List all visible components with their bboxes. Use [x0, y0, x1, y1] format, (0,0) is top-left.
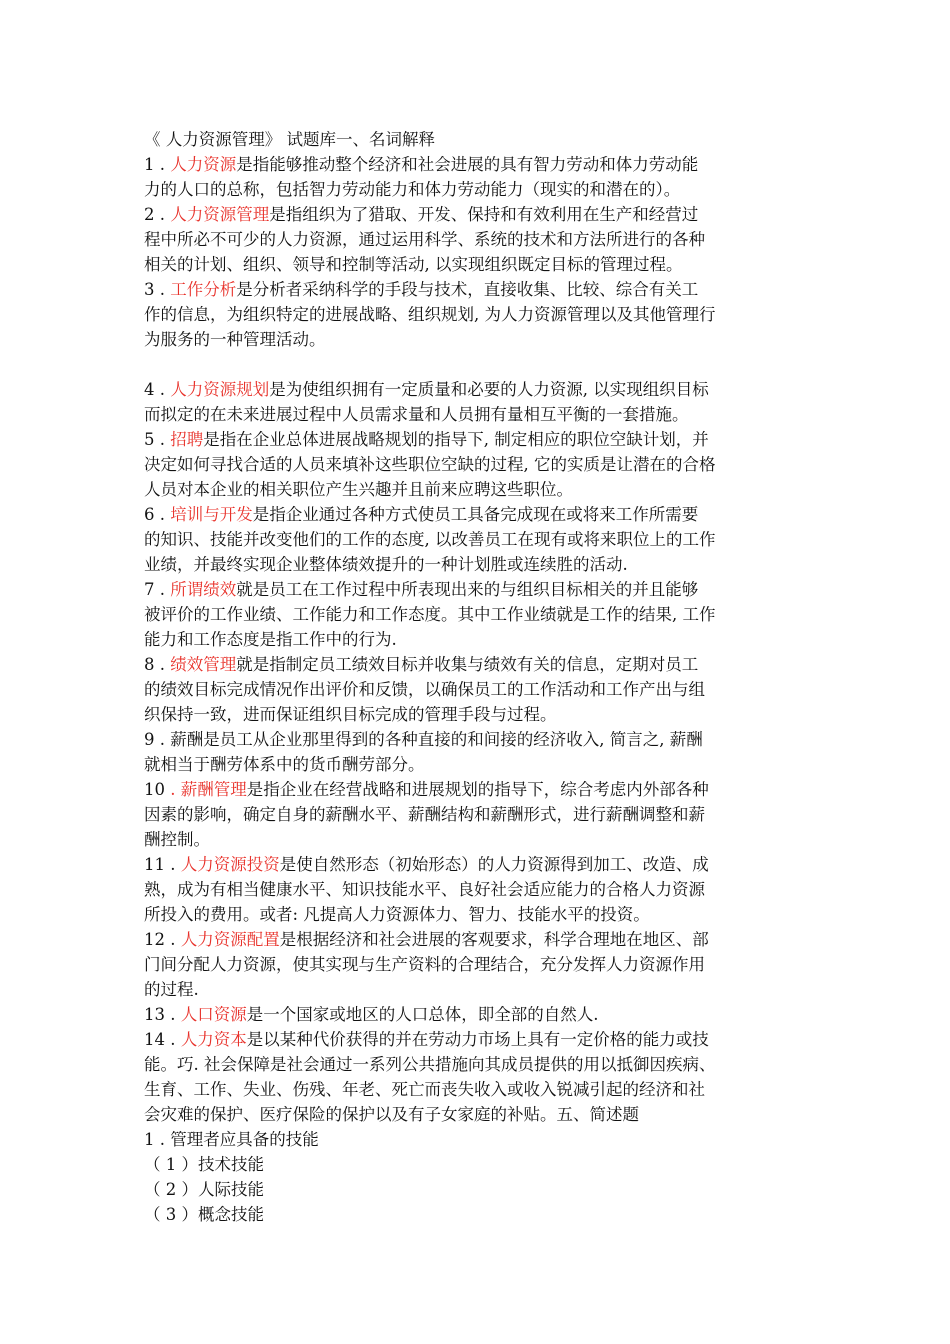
definition-line: [144, 602, 816, 627]
skill-item: （ 1 ）技术技能: [144, 1155, 264, 1174]
definition-entry: [144, 727, 816, 777]
definition-line: [144, 1102, 816, 1127]
definition-line: [144, 702, 816, 727]
definition-number: 8 .: [144, 655, 171, 674]
definition-line: [144, 327, 816, 352]
definition-term: 人力资源规划: [170, 380, 270, 399]
definition-term: 人口资源: [180, 1005, 247, 1024]
definition-line: [144, 527, 816, 552]
definition-term: 所谓绩效: [170, 580, 237, 599]
definition-line: [144, 977, 816, 1002]
definition-number: 9 .: [144, 730, 171, 749]
definition-text: 能力和工作态度是指工作中的行为.: [144, 630, 397, 649]
definition-entry: [144, 152, 816, 202]
definition-line: [144, 1027, 816, 1052]
definition-term: 绩效管理: [170, 655, 237, 674]
skills-heading: 1 . 管理者应具备的技能: [144, 1130, 319, 1149]
definition-entry: [144, 1002, 816, 1027]
definition-line: [144, 877, 816, 902]
definition-term: 工作分析: [170, 280, 237, 299]
definition-text: 酬控制。: [144, 830, 210, 849]
definition-entry: [144, 277, 816, 352]
definition-text: 而拟定的在未来进展过程中人员需求量和人员拥有量相互平衡的一套措施。: [144, 405, 689, 424]
definition-text: 生育、工作、失业、伤残、年老、死亡而丧失收入或收入锐减引起的经济和社: [144, 1080, 705, 1099]
definition-entry: [144, 427, 816, 502]
definition-number: 1 .: [144, 155, 171, 174]
definition-line: [144, 277, 816, 302]
definition-line: [144, 302, 816, 327]
definition-text: 是指能够推动整个经济和社会进展的具有智力劳动和体力劳动能: [236, 155, 699, 174]
definition-entry: [144, 652, 816, 727]
definition-text: 是一个国家或地区的人口总体，即全部的自然人.: [246, 1005, 599, 1024]
definition-number: 12 .: [144, 930, 181, 949]
definition-entry: [144, 927, 816, 1002]
definition-text: 程中所必不可少的人力资源，通过运用科学、系统的技术和方法所进行的各种: [144, 230, 705, 249]
definition-text: 就相当于酬劳体系中的货币酬劳部分。: [144, 755, 425, 774]
definition-list: [144, 152, 816, 1127]
definition-text: 作的信息，为组织特定的进展战略、组织规划, 为人力资源管理以及其他管理行: [144, 305, 716, 324]
definition-text: 业绩，并最终实现企业整体绩效提升的一种计划胜或连续胜的活动.: [144, 555, 628, 574]
definition-number: 4 .: [144, 380, 171, 399]
definition-entry: [144, 502, 816, 577]
definition-number: 5 .: [144, 430, 171, 449]
definition-line: [144, 677, 816, 702]
definition-text: 是根据经济和社会进展的客观要求，科学合理地在地区、部: [279, 930, 709, 949]
skill-item: （ 2 ）人际技能: [144, 1180, 264, 1199]
definition-number: 2 .: [144, 205, 171, 224]
definition-line: [144, 577, 816, 602]
definition-text: 力的人口的总称，包括智力劳动能力和体力劳动能力（现实的和潜在的）。: [144, 180, 681, 199]
definition-text: 是以某种代价获得的并在劳动力市场上具有一定价格的能力或技: [246, 1030, 709, 1049]
definition-line: [144, 377, 816, 402]
definition-entry: [144, 777, 816, 852]
skills-list: [144, 1127, 816, 1227]
definition-line: [144, 1077, 816, 1102]
definition-line: [144, 627, 816, 652]
definition-line: [144, 827, 816, 852]
definition-line: [144, 802, 816, 827]
paragraph-gap: [144, 352, 816, 377]
definition-line: [144, 252, 816, 277]
document-page: [144, 127, 816, 1227]
definition-number: 10: [144, 780, 171, 799]
definition-text: 所投入的费用。或者: 凡提高人力资源体力、智力、技能水平的投资。: [144, 905, 650, 924]
definition-entry: [144, 1027, 816, 1127]
definition-text: 就是指制定员工绩效目标并收集与绩效有关的信息，定期对员工: [236, 655, 699, 674]
definition-text: 会灾难的保护、医疗保险的保护以及有子女家庭的补贴。五、简述题: [144, 1105, 639, 1124]
definition-entry: [144, 577, 816, 652]
definition-line: [144, 402, 816, 427]
definition-text: 薪酬是员工从企业那里得到的各种直接的和间接的经济收入, 简言之, 薪酬: [170, 730, 703, 749]
definition-line: [144, 502, 816, 527]
definition-term: 人力资源投资: [180, 855, 280, 874]
definition-entry: [144, 377, 816, 427]
definition-line: [144, 452, 816, 477]
definition-text: 是指在企业总体进展战略规划的指导下, 制定相应的职位空缺计划，并: [203, 430, 709, 449]
definition-line: [144, 952, 816, 977]
definition-number: 11 .: [144, 855, 181, 874]
definition-line: [144, 927, 816, 952]
definition-text: 就是员工在工作过程中所表现出来的与组织目标相关的并且能够: [236, 580, 699, 599]
skill-item: （ 3 ）概念技能: [144, 1205, 264, 1224]
definition-number: 13 .: [144, 1005, 181, 1024]
definition-text: 是指企业通过各种方式使员工具备完成现在或将来工作所需要: [252, 505, 699, 524]
definition-text: 人员对本企业的相关职位产生兴趣并且前来应聘这些职位。: [144, 480, 573, 499]
definition-text: 的知识、技能并改变他们的工作的态度, 以改善员工在现有或将来职位上的工作: [144, 530, 716, 549]
definition-text: 的绩效目标完成情况作出评价和反馈，以确保员工的工作活动和工作产出与组: [144, 680, 705, 699]
definition-line: [144, 727, 816, 752]
definition-number: 3 .: [144, 280, 171, 299]
definition-line: [144, 202, 816, 227]
definition-text: 能。巧. 社会保障是社会通过一系列公共措施向其成员提供的用以抵御因疾病、: [144, 1055, 716, 1074]
definition-text: 为服务的一种管理活动。: [144, 330, 326, 349]
definition-line: [144, 477, 816, 502]
definition-line: [144, 227, 816, 252]
definition-text: 是分析者采纳科学的手段与技术，直接收集、比较、综合有关工: [236, 280, 699, 299]
definition-term: 培训与开发: [170, 505, 253, 524]
definition-term: 人力资源: [170, 155, 237, 174]
definition-term: 人力资本: [180, 1030, 247, 1049]
definition-term: 招聘: [170, 430, 204, 449]
definition-line: [144, 1002, 816, 1027]
definition-line: [144, 1052, 816, 1077]
definition-entry: [144, 852, 816, 927]
definition-text: 是指企业在经营战略和进展规划的指导下，综合考虑内外部各种: [246, 780, 709, 799]
definition-text: 是指组织为了猎取、开发、保持和有效利用在生产和经营过: [269, 205, 699, 224]
definition-text: 被评价的工作业绩、工作能力和工作态度。其中工作业绩就是工作的结果, 工作: [144, 605, 716, 624]
definition-entry: [144, 202, 816, 277]
definition-line: [144, 752, 816, 777]
definition-text: 门间分配人力资源，使其实现与生产资料的合理结合，充分发挥人力资源作用: [144, 955, 705, 974]
definition-text: 因素的影响，确定自身的薪酬水平、薪酬结构和薪酬形式，进行薪酬调整和薪: [144, 805, 705, 824]
definition-text: 是为使组织拥有一定质量和必要的人力资源, 以实现组织目标: [269, 380, 709, 399]
definition-text: 决定如何寻找合适的人员来填补这些职位空缺的过程, 它的实质是让潜在的合格: [144, 455, 716, 474]
document-header: 《 人力资源管理》 试题库一、名词解释: [144, 130, 435, 149]
definition-text: 的过程.: [144, 980, 199, 999]
definition-number: 6 .: [144, 505, 171, 524]
definition-term: 人力资源配置: [180, 930, 280, 949]
definition-line: [144, 552, 816, 577]
definition-line: [144, 902, 816, 927]
definition-number: 7 .: [144, 580, 171, 599]
definition-line: [144, 427, 816, 452]
definition-text: 织保持一致，进而保证组织目标完成的管理手段与过程。: [144, 705, 557, 724]
definition-line: [144, 652, 816, 677]
definition-text: 是使自然形态（初始形态）的人力资源得到加工、改造、成: [279, 855, 709, 874]
definition-text: 相关的计划、组织、领导和控制等活动, 以实现组织既定目标的管理过程。: [144, 255, 683, 274]
definition-term: 人力资源管理: [170, 205, 270, 224]
definition-line: [144, 852, 816, 877]
definition-line: [144, 152, 816, 177]
definition-term: . 薪酬管理: [170, 780, 247, 799]
definition-text: 熟，成为有相当健康水平、知识技能水平、良好社会适应能力的合格人力资源: [144, 880, 705, 899]
definition-line: [144, 777, 816, 802]
definition-line: [144, 177, 816, 202]
definition-number: 14 .: [144, 1030, 181, 1049]
